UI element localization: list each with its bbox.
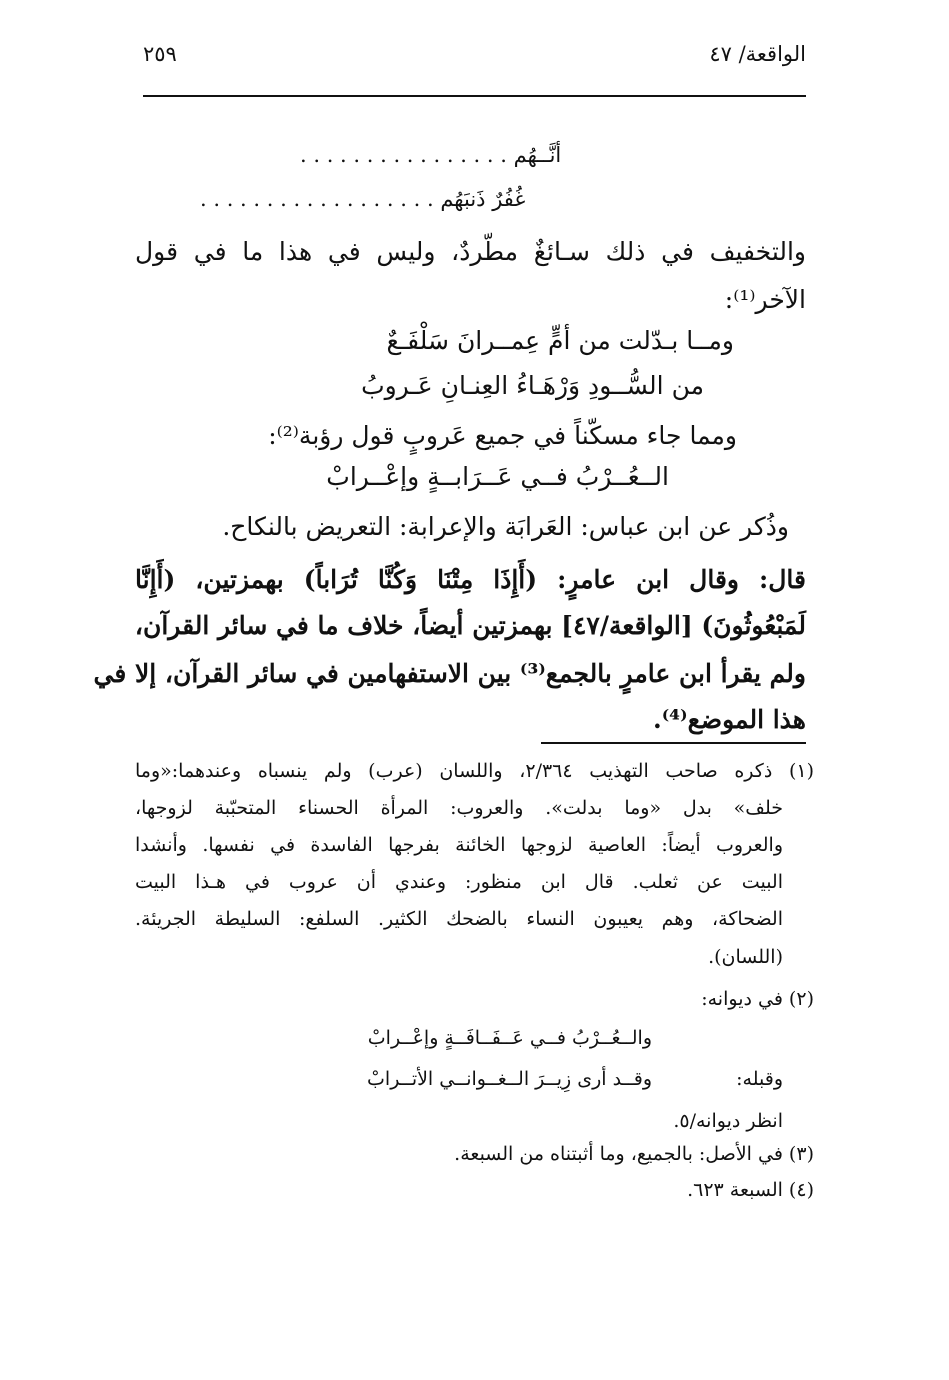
footnote-1-line: والعروب أيضاً: العاصية لزوجها الخائنة بفرجها الفاسدة في نفسها. وأنشدا (135, 834, 783, 856)
footnote-1-line: خلف» بدل «وما بدلت». والعروب: المرأة الحسناء المتحبّبة لزوجها، (135, 797, 783, 819)
verse-words: غُفُرٌ ذَنبَهُم (440, 187, 526, 211)
poem-verse-1b: من السُّــودِ وَرْهَـاءُ العِنـانِ عَـروبُ (361, 371, 704, 400)
paragraph-2: ومما جاء مسكّناً في جميع عَروبٍ قول رؤبة⁽²⁾: (268, 421, 737, 450)
paragraph-4-line-3: ولم يقرأ ابن عامرٍ بالجمع⁽³⁾ بين الاستفهامين في سائر القرآن، إلا في (93, 659, 806, 688)
footnote-2-intro: (٢) في ديوانه: (701, 988, 814, 1010)
paragraph-3: وذُكر عن ابن عباس: العَرابَة والإعرابة: التعريض بالنكاح. (222, 512, 789, 541)
footnote-1-line: (١) ذكره صاحب التهذيب ٢/٣٦٤، واللسان (عرب) ولم ينسباه وعندهما:«وما (135, 760, 814, 782)
verse-fragment-1 (300, 143, 561, 167)
footnote-1-line: (اللسان). (708, 946, 783, 968)
verse-word: أنَّــهُم (513, 143, 562, 167)
verse-fragment-2 (200, 187, 525, 211)
header-rule (143, 95, 806, 97)
page-number: ٢٥٩ (143, 42, 177, 66)
footnote-2-verse-2: وقــد أرى زِيــرَ الــغــوانــي الأتــرابْ (367, 1068, 652, 1090)
footnote-1-line: الضحاكة، وهم يعيبون النساء بالضحك الكثير. السلفع: السليطة الجريئة. (135, 908, 783, 930)
footnote-2-before-label: وقبله: (736, 1068, 783, 1090)
dot-leader: . . . . . . . . . . . . . . . . (300, 143, 507, 167)
paragraph-4-line-4: هذا الموضع⁽⁴⁾. (653, 705, 806, 734)
poem-verse-2: الــعُــرْبُ فــي عَــرَابــةٍ وإعْــرابْ (326, 462, 669, 491)
paragraph-1-line-2: الآخر⁽¹⁾: (724, 285, 806, 314)
footnote-3: (٣) في الأصل: بالجميع، وما أثبتناه من السبعة. (454, 1143, 814, 1165)
footnote-2-reference: انظر ديوانه/٥. (673, 1110, 783, 1132)
poem-verse-1a: ومــا بـدّلت من أمٍّ عِمــرانَ سَلْفَـعٌ (386, 326, 734, 355)
paragraph-4-line-1: قال: وقال ابن عامرٍ: (أَإِذَا مِتْنَا وَكُنَّا تُرَاباً) بهمزتين، (أَإِنَّا (135, 565, 806, 594)
dot-leader: . . . . . . . . . . . . . . . . . . (200, 187, 434, 211)
footnote-4: (٤) السبعة ٦٢٣. (687, 1179, 814, 1201)
footnote-2-verse-1: والــعُــرْبُ فــي عَــفَــافَــةٍ وإعْــرابْ (367, 1027, 652, 1049)
running-header-title: الواقعة/ ٤٧ (709, 42, 806, 66)
footnote-1-line: البيت عن ثعلب. قال ابن منظور: وعندي أن عروب في هـذا البيت (135, 871, 783, 893)
paragraph-1-line-1: والتخفيف في ذلك سـائغٌ مطّردٌ، وليس في هذا ما في قول (135, 237, 806, 266)
footnote-separator (541, 742, 806, 744)
paragraph-4-line-2: لَمَبْعُوثُونَ) [الواقعة/٤٧] بهمزتين أيضاً، خلاف ما في سائر القرآن، (134, 611, 806, 640)
